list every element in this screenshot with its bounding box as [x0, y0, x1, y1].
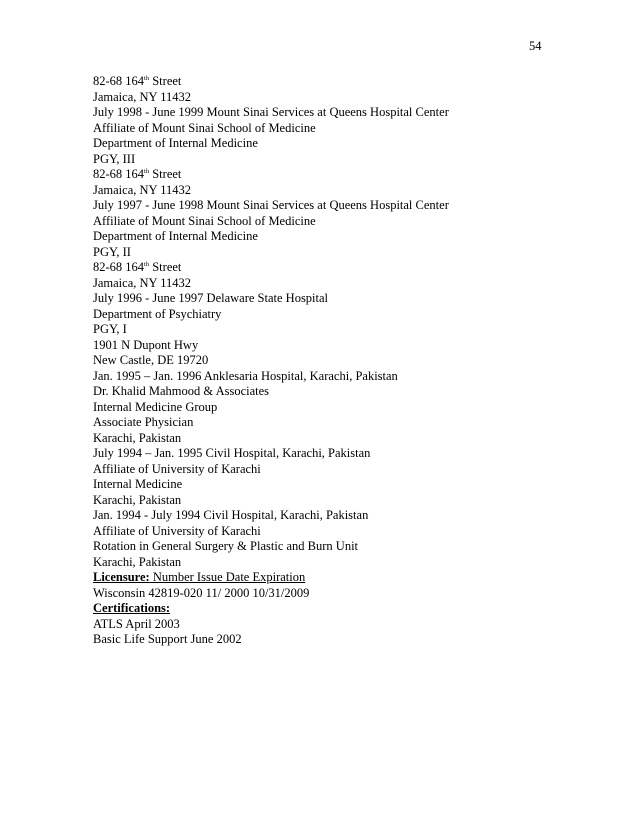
- text-line: Affiliate of Mount Sinai School of Medicine: [93, 213, 316, 228]
- address-street-line: [93, 167, 613, 183]
- text-line: Wisconsin 42819-020 11/ 2000 10/31/2009: [93, 585, 310, 600]
- text-line: Basic Life Support June 2002: [93, 632, 242, 646]
- text-line: Internal Medicine: [93, 477, 183, 491]
- page-number: 54: [529, 39, 542, 53]
- address-street-line: [93, 260, 613, 276]
- section-heading: [93, 570, 613, 586]
- text-line: July 1994 – Jan. 1995 Civil Hospital, Karachi, Pakistan: [93, 446, 371, 460]
- street-name: Street: [149, 74, 182, 88]
- text-line: Internal Medicine Group: [93, 399, 218, 414]
- street-number: 82-68 164: [93, 74, 145, 88]
- text-line: Department of Internal Medicine: [93, 136, 258, 150]
- section-heading-label: Licensure:: [93, 570, 150, 584]
- text-line: Karachi, Pakistan: [93, 492, 182, 507]
- ordinal-suffix: th: [144, 261, 150, 268]
- text-line: Jamaica, NY 11432: [93, 182, 192, 197]
- text-line: July 1996 - June 1997 Delaware State Hospital: [93, 291, 329, 305]
- text-line: Jamaica, NY 11432: [93, 89, 192, 104]
- street-number: 82-68 164: [93, 260, 145, 274]
- ordinal-suffix: th: [144, 168, 150, 175]
- text-line: Affiliate of University of Karachi: [93, 461, 261, 476]
- text-line: Karachi, Pakistan: [93, 430, 182, 445]
- section-heading-columns: Number Issue Date Expiration: [149, 570, 306, 584]
- text-line: 1901 N Dupont Hwy: [93, 337, 199, 352]
- text-line: PGY, III: [93, 151, 136, 166]
- text-line: Department of Internal Medicine: [93, 229, 258, 243]
- text-line: PGY, I: [93, 322, 127, 336]
- street-name: Street: [149, 260, 182, 274]
- address-street-line: [93, 74, 613, 90]
- text-line: Dr. Khalid Mahmood & Associates: [93, 384, 270, 398]
- text-line: Affiliate of Mount Sinai School of Medicine: [93, 120, 316, 135]
- text-line: Affiliate of University of Karachi: [93, 523, 261, 538]
- document-body: [93, 74, 613, 648]
- section-heading-label: Certifications:: [93, 601, 171, 615]
- text-line: ATLS April 2003: [93, 616, 180, 631]
- text-line: PGY, II: [93, 244, 131, 259]
- text-line: Rotation in General Surgery & Plastic and Burn Unit: [93, 539, 359, 553]
- text-line: Jan. 1995 – Jan. 1996 Anklesaria Hospital, Karachi, Pakistan: [93, 368, 398, 383]
- section-heading: [93, 601, 613, 617]
- text-line: New Castle, DE 19720: [93, 353, 209, 367]
- text-line: July 1997 - June 1998 Mount Sinai Services at Queens Hospital Center: [93, 198, 449, 212]
- text-line: Department of Psychiatry: [93, 306, 222, 321]
- street-number: 82-68 164: [93, 167, 145, 181]
- text-line: July 1998 - June 1999 Mount Sinai Services at Queens Hospital Center: [93, 105, 449, 119]
- text-line: Karachi, Pakistan: [93, 554, 182, 569]
- text-line: Associate Physician: [93, 415, 194, 429]
- text-line: Jamaica, NY 11432: [93, 275, 192, 290]
- text-line: Jan. 1994 - July 1994 Civil Hospital, Karachi, Pakistan: [93, 508, 369, 522]
- ordinal-suffix: th: [144, 75, 150, 82]
- street-name: Street: [149, 167, 182, 181]
